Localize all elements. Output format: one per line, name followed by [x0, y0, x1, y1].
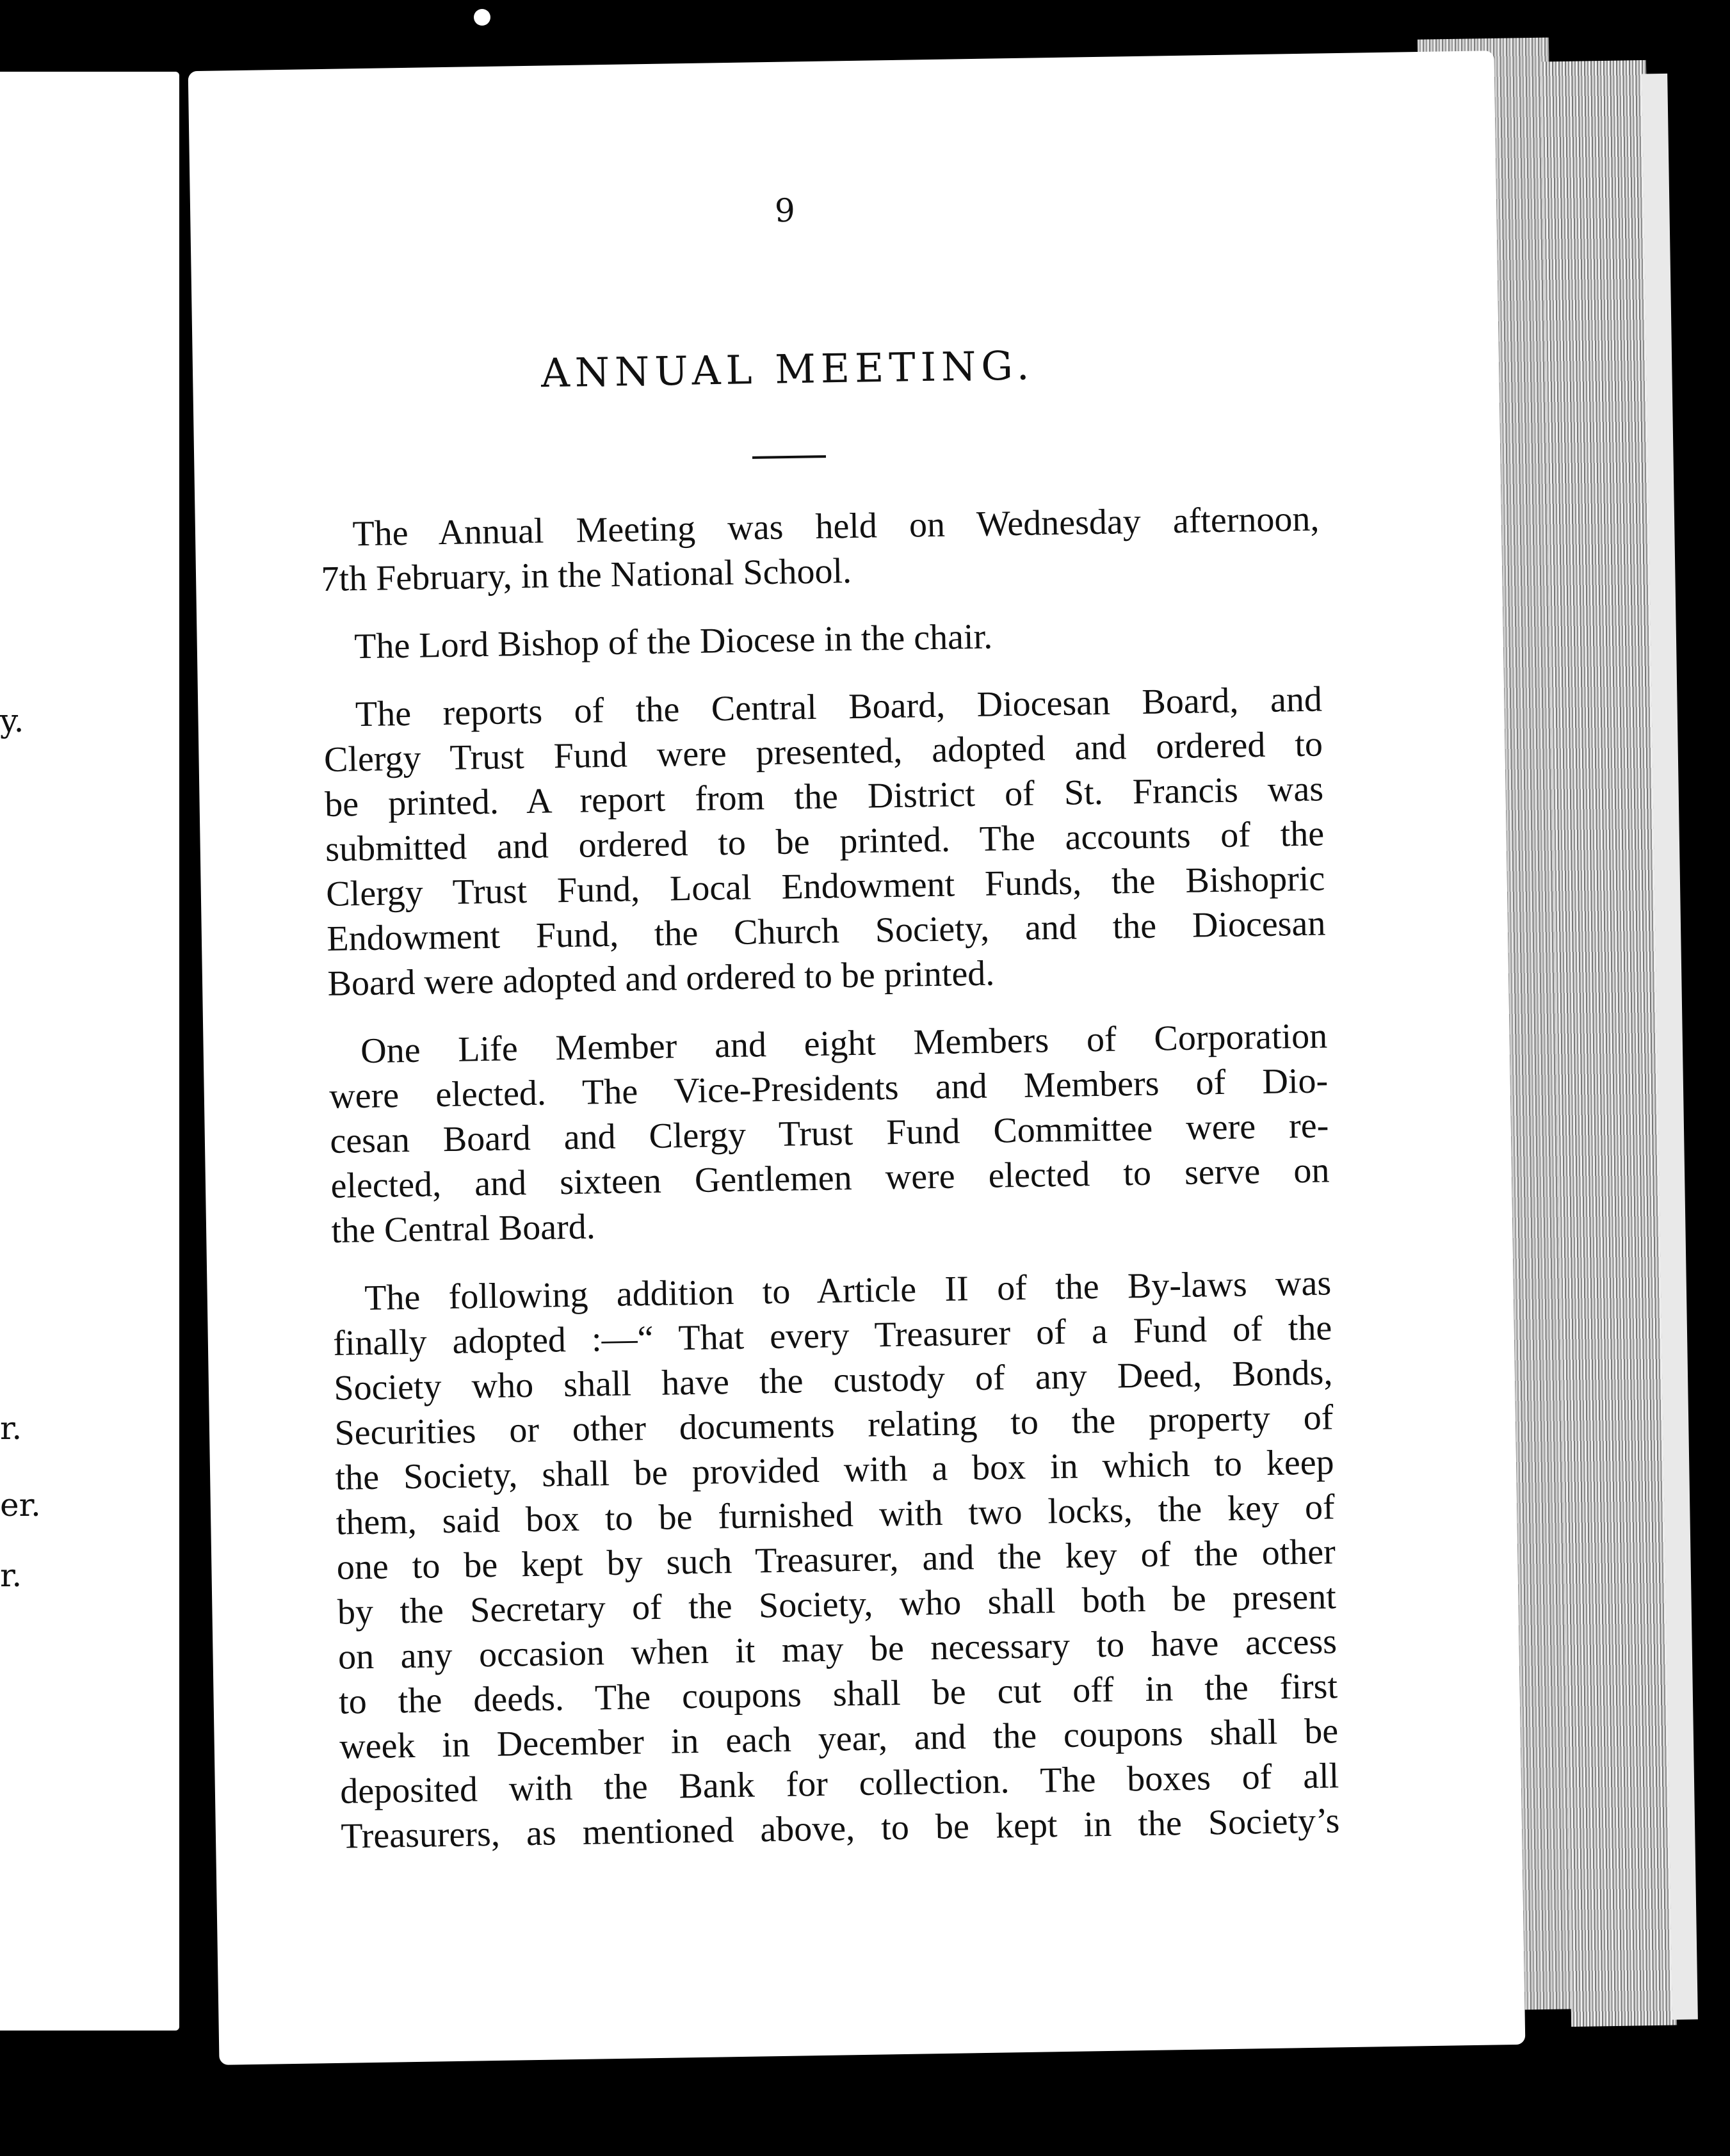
text-line: to the deeds. The coupons shall be cut off in the first [338, 1666, 1338, 1722]
text-line: cesan Board and Clergy Trust Fund Committee were re- [329, 1106, 1329, 1161]
text-line: The Annual Meeting was held on Wednesday afternoon, [352, 499, 1320, 554]
text-line: the Society, shall be provided with a box in which to keep [335, 1442, 1334, 1498]
text-line: One Life Member and eight Members of Corporation [360, 1016, 1328, 1072]
page-number: 9 [774, 191, 796, 230]
left-facing-page [0, 72, 179, 2031]
text-line: the Central Board. [331, 1207, 596, 1251]
scan-speck [474, 9, 490, 26]
text-line: elected, and sixteen Gentlemen were elected to serve on [330, 1150, 1330, 1206]
text-line: deposited with the Bank for collection. The boxes of all [339, 1756, 1339, 1812]
left-page-fragment: er. [0, 1486, 41, 1524]
text-line: The reports of the Central Board, Diocesan Board, and [355, 679, 1323, 735]
text-line: finally adopted :—“ That every Treasurer of a Fund of the [332, 1308, 1332, 1364]
text-line: Society who shall have the custody of any Deed, Bonds, [334, 1353, 1333, 1408]
text-line: 7th February, in the National School. [321, 551, 852, 599]
text-line: week in December in each year, and the coupons shall be [339, 1711, 1339, 1767]
text-line: Securities or other documents relating to the property of [334, 1397, 1334, 1453]
text-line: Endowment Fund, the Church Society, and the Diocesan [326, 903, 1326, 959]
paragraph-meeting-held [320, 496, 1320, 601]
left-page-fragment: r. [0, 1557, 22, 1594]
text-line: Treasurers, as mentioned above, to be kept in the Society’s [341, 1801, 1340, 1856]
text-line: them, said box to be furnished with two locks, the key of [335, 1487, 1336, 1543]
text-line: The following addition to Article II of the By-laws was [364, 1263, 1332, 1319]
body-text [320, 496, 1340, 1881]
left-page-fragment: r. [0, 1410, 22, 1447]
text-line: Clergy Trust Fund, Local Endowment Funds, the Bishopric [325, 858, 1325, 914]
paragraph-by-laws [332, 1260, 1340, 1858]
text-line: were elected. The Vice-Presidents and Members of Dio- [328, 1061, 1329, 1116]
text-line: on any occasion when it may be necessary to have access [337, 1621, 1338, 1677]
paragraph-elections [328, 1013, 1330, 1253]
text-line: one to be kept by such Treasurer, and the key of the other [336, 1532, 1336, 1588]
text-line: The Lord Bishop of the Diocese in the chair. [353, 616, 993, 667]
section-title: ANNUAL MEETING. [540, 342, 1035, 397]
text-line: by the Secretary of the Society, who shall both be present [337, 1577, 1337, 1632]
paragraph-chair [322, 609, 1322, 669]
left-page-fragment: y. [0, 702, 24, 739]
text-line: submitted and ordered to be printed. The accounts of the [325, 814, 1325, 869]
text-line: Board were adopted and ordered to be printed. [327, 953, 995, 1004]
text-line: be printed. A report from the District of St. Francis was [324, 769, 1324, 825]
text-line: Clergy Trust Fund were presented, adopted and ordered to [323, 724, 1323, 780]
paragraph-reports [323, 677, 1327, 1006]
